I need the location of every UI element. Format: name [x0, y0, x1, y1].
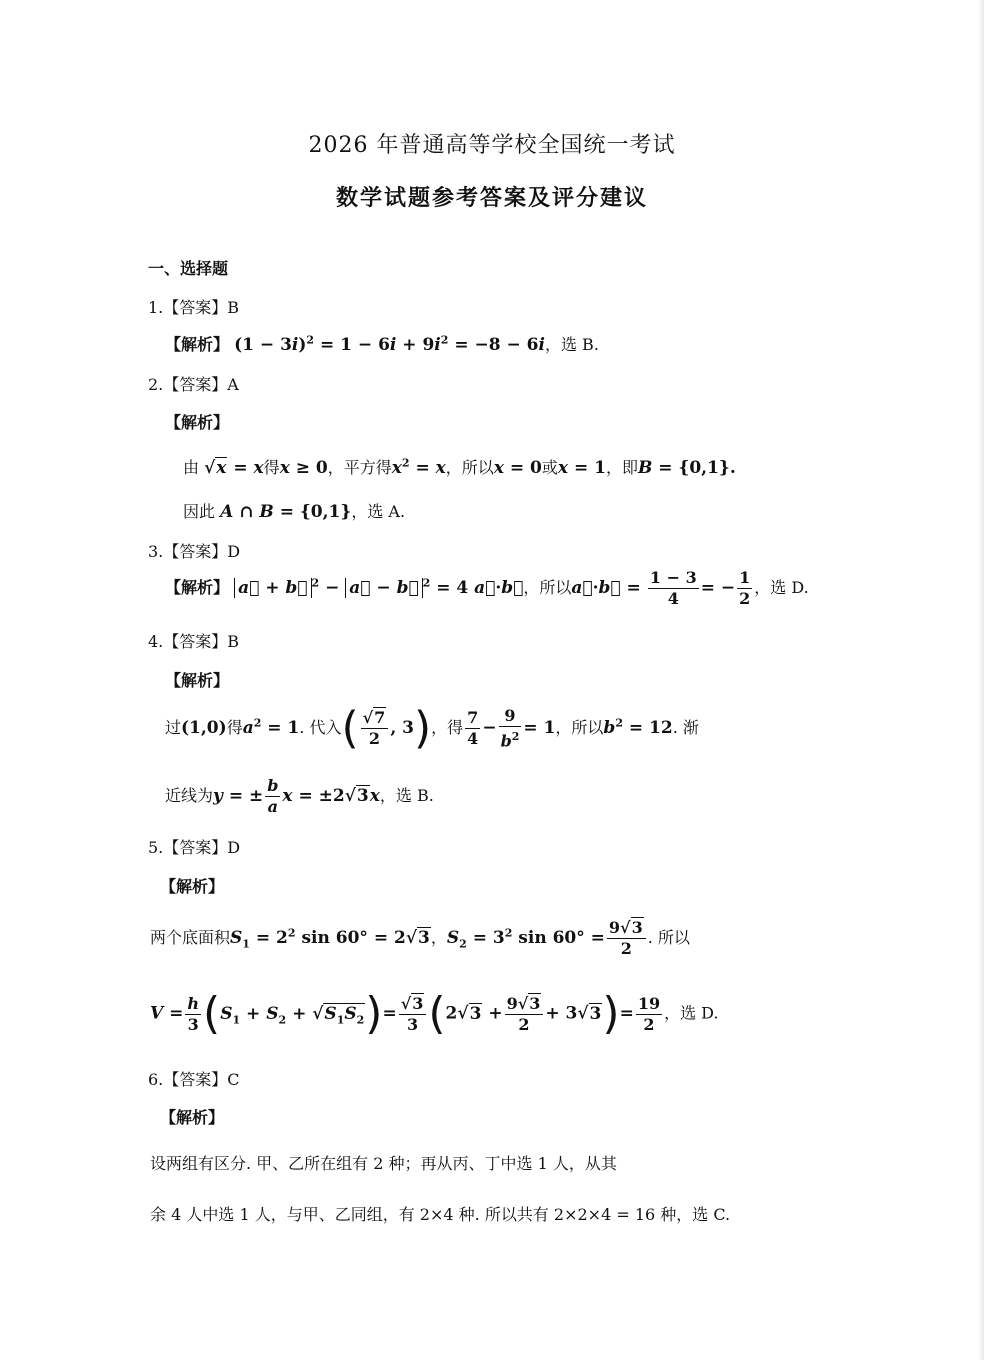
q4-text: 近线为 — [165, 786, 214, 805]
q4-formula-c: $b^2 = 12$ — [603, 716, 673, 739]
q4-fraction-a: $\frac{√7}{2}$ — [361, 708, 389, 749]
q3-answer-line — [148, 539, 240, 562]
q3-answer: D — [227, 542, 241, 561]
q5-fraction-b: $\frac{h}{3}$ — [187, 993, 200, 1034]
q2-text: ，即 — [605, 458, 638, 477]
answer-label: 【答案】 — [163, 1070, 228, 1089]
q2-number: 2. — [148, 375, 164, 394]
answer-label: 【答案】 — [163, 298, 228, 317]
q3-fraction: $\frac{1 - 3}{4}$ — [649, 568, 697, 608]
q5-formula-b: $S_2 = 3^2$ sin 60° = — [446, 926, 605, 951]
q2-text: 因此 — [183, 502, 216, 521]
q3-number: 3. — [148, 542, 164, 561]
answer-label: 【答案】 — [163, 542, 228, 561]
analysis-label: 【解析】 — [165, 671, 230, 690]
q5-text: 两个底面积 — [150, 928, 231, 947]
q5-fraction-a: $\frac{9√3}{2}$ — [607, 918, 646, 959]
q4-text: 过 — [165, 718, 182, 738]
answer-label: 【答案】 — [163, 838, 228, 857]
q2-text: 或 — [541, 458, 558, 477]
q2-text: 由 — [183, 458, 200, 477]
q6-analysis-line1: 设两组有区分. 甲、乙所在组有 2 种；再从丙、丁中选 1 人，从其 — [150, 1154, 617, 1173]
q4-answer: B — [227, 632, 240, 651]
q2-formula-c: $x^2 = x$ — [391, 456, 446, 478]
answer-label: 【答案】 — [163, 632, 228, 651]
analysis-label: 【解析】 — [165, 413, 230, 432]
q5-formula-a: $S_1 = 2^2$ sin 60° = 2√3 — [230, 926, 430, 951]
q5-analysis-line1 — [150, 918, 690, 959]
q2-formula-a: √x = x — [204, 458, 264, 478]
q3-formula-b: a⃗·b⃗ = — [571, 578, 641, 598]
q1-number: 1. — [148, 298, 164, 317]
analysis-label: 【解析】 — [160, 877, 225, 896]
q4-fraction-c: $\frac{9}{b^2}$ — [500, 706, 520, 751]
q3-formula-a: a⃗ + b⃗ $^2$ − a⃗ − b⃗ $^2$ = 4 a⃗·b⃗ — [234, 578, 523, 598]
q5-fraction-e: $\frac{19}{2}$ — [637, 993, 661, 1034]
q2-formula-e: x = 1 — [557, 458, 606, 478]
q3-analysis: 【解析】 a⃗ + b⃗ $^2$ − a⃗ − b⃗ $^2$ = 4 a⃗·b⃗，所以a⃗·b⃗ = $\frac{1 - 3}{4}$ = − $\frac{1}{2}$ ，选 D. — [165, 568, 809, 608]
q2-answer-line — [148, 372, 239, 395]
q5-formula-c: V = — [150, 1003, 184, 1024]
q2-answer: A — [227, 375, 239, 394]
q2-formula-d: x = 0 — [493, 458, 542, 478]
q6-number: 6. — [148, 1070, 164, 1089]
q2-text: 得 — [263, 458, 280, 477]
q1-choose: ，选 B. — [544, 335, 599, 354]
q4-text: . 代入 — [299, 718, 342, 738]
q5-fraction-d: $\frac{9√3}{2}$ — [505, 994, 544, 1035]
analysis-label: 【解析】 — [165, 335, 230, 354]
q3-fraction-half: $\frac{1}{2}$ — [739, 568, 751, 608]
q5-text: ， — [430, 928, 447, 947]
q4-formula-a: (1,0) — [181, 718, 227, 739]
q4-text: ，得 — [431, 718, 464, 738]
q5-text: . 所以 — [647, 928, 690, 947]
q6-answer: C — [227, 1070, 240, 1089]
section-heading: 一、选择题 — [148, 259, 229, 278]
q4-number: 4. — [148, 632, 164, 651]
q4-fraction-d: $\frac{b}{a}$ — [267, 776, 279, 816]
q1-answer: B — [227, 298, 240, 317]
q3-text: ，所以 — [523, 578, 572, 597]
q5-choose: ，选 D. — [664, 1003, 719, 1023]
q1-answer-line — [148, 295, 239, 318]
q4-fraction-b: $\frac{7}{4}$ — [467, 708, 479, 749]
q4-analysis-line2: 近线为y = ± $\frac{b}{a}$ x = ±2√3x，选 B. — [165, 776, 434, 816]
q3-choose: ，选 D. — [754, 578, 809, 597]
q2-formula-g: A ∩ B = {0,1} — [220, 502, 352, 522]
q4-formula-d: y = ± — [213, 786, 264, 806]
q1-formula: $(1 - 3i)^2 = 1 - 6i + 9i^2 = -8 - 6i$ — [234, 333, 545, 355]
q5-answer: D — [227, 838, 241, 857]
q5-analysis-line2: V = $\frac{h}{3}$ $(S_1 + S_2 + √S_1S_2)=$ $\frac{√3}{3}$ (2√3 + $\frac{9√3}{2}$ + 3√3)= $\frac{19}{2}$ ，选 D. — [150, 988, 719, 1039]
q5-answer-line — [148, 835, 240, 858]
exam-title: 2026 年普通高等学校全国统一考试 — [308, 133, 676, 158]
q6-answer-line — [148, 1067, 240, 1090]
q4-formula-b: $a^2 = 1$ — [242, 716, 300, 739]
q4-text: . 渐 — [672, 718, 699, 738]
q2-analysis-line2 — [183, 499, 405, 522]
q2-analysis-line1 — [183, 455, 736, 478]
analysis-label: 【解析】 — [165, 578, 230, 597]
q4-text: ，所以 — [555, 718, 604, 738]
q2-formula-f: B = {0,1}. — [637, 458, 736, 478]
q2-text: ，平方得 — [327, 458, 392, 477]
q2-choose: ，选 A. — [351, 502, 406, 521]
analysis-label: 【解析】 — [160, 1108, 225, 1127]
document-subtitle: 数学试题参考答案及评分建议 — [335, 185, 648, 211]
q4-answer-line — [148, 629, 239, 652]
answer-label: 【答案】 — [163, 375, 228, 394]
q4-text: 得 — [226, 718, 243, 738]
q2-text: ，所以 — [445, 458, 494, 477]
q4-choose: ，选 B. — [379, 786, 434, 805]
q2-formula-b: x ≥ 0 — [279, 458, 328, 478]
q4-analysis-line1: 过(1,0)得$a^2 = 1$. 代入( $\frac{√7}{2}$ , 3)，得 $\frac{7}{4}$ − $\frac{9}{b^2}$ = 1，所以$b^2 = 12$. 渐 — [165, 702, 699, 754]
q1-analysis — [165, 332, 599, 355]
q5-fraction-c: $\frac{√3}{3}$ — [399, 994, 427, 1035]
q6-analysis-line2: 余 4 人中选 1 人，与甲、乙同组，有 2×4 种. 所以共有 2×2×4 = 16 种，选 C. — [150, 1205, 731, 1224]
q5-number: 5. — [148, 838, 164, 857]
